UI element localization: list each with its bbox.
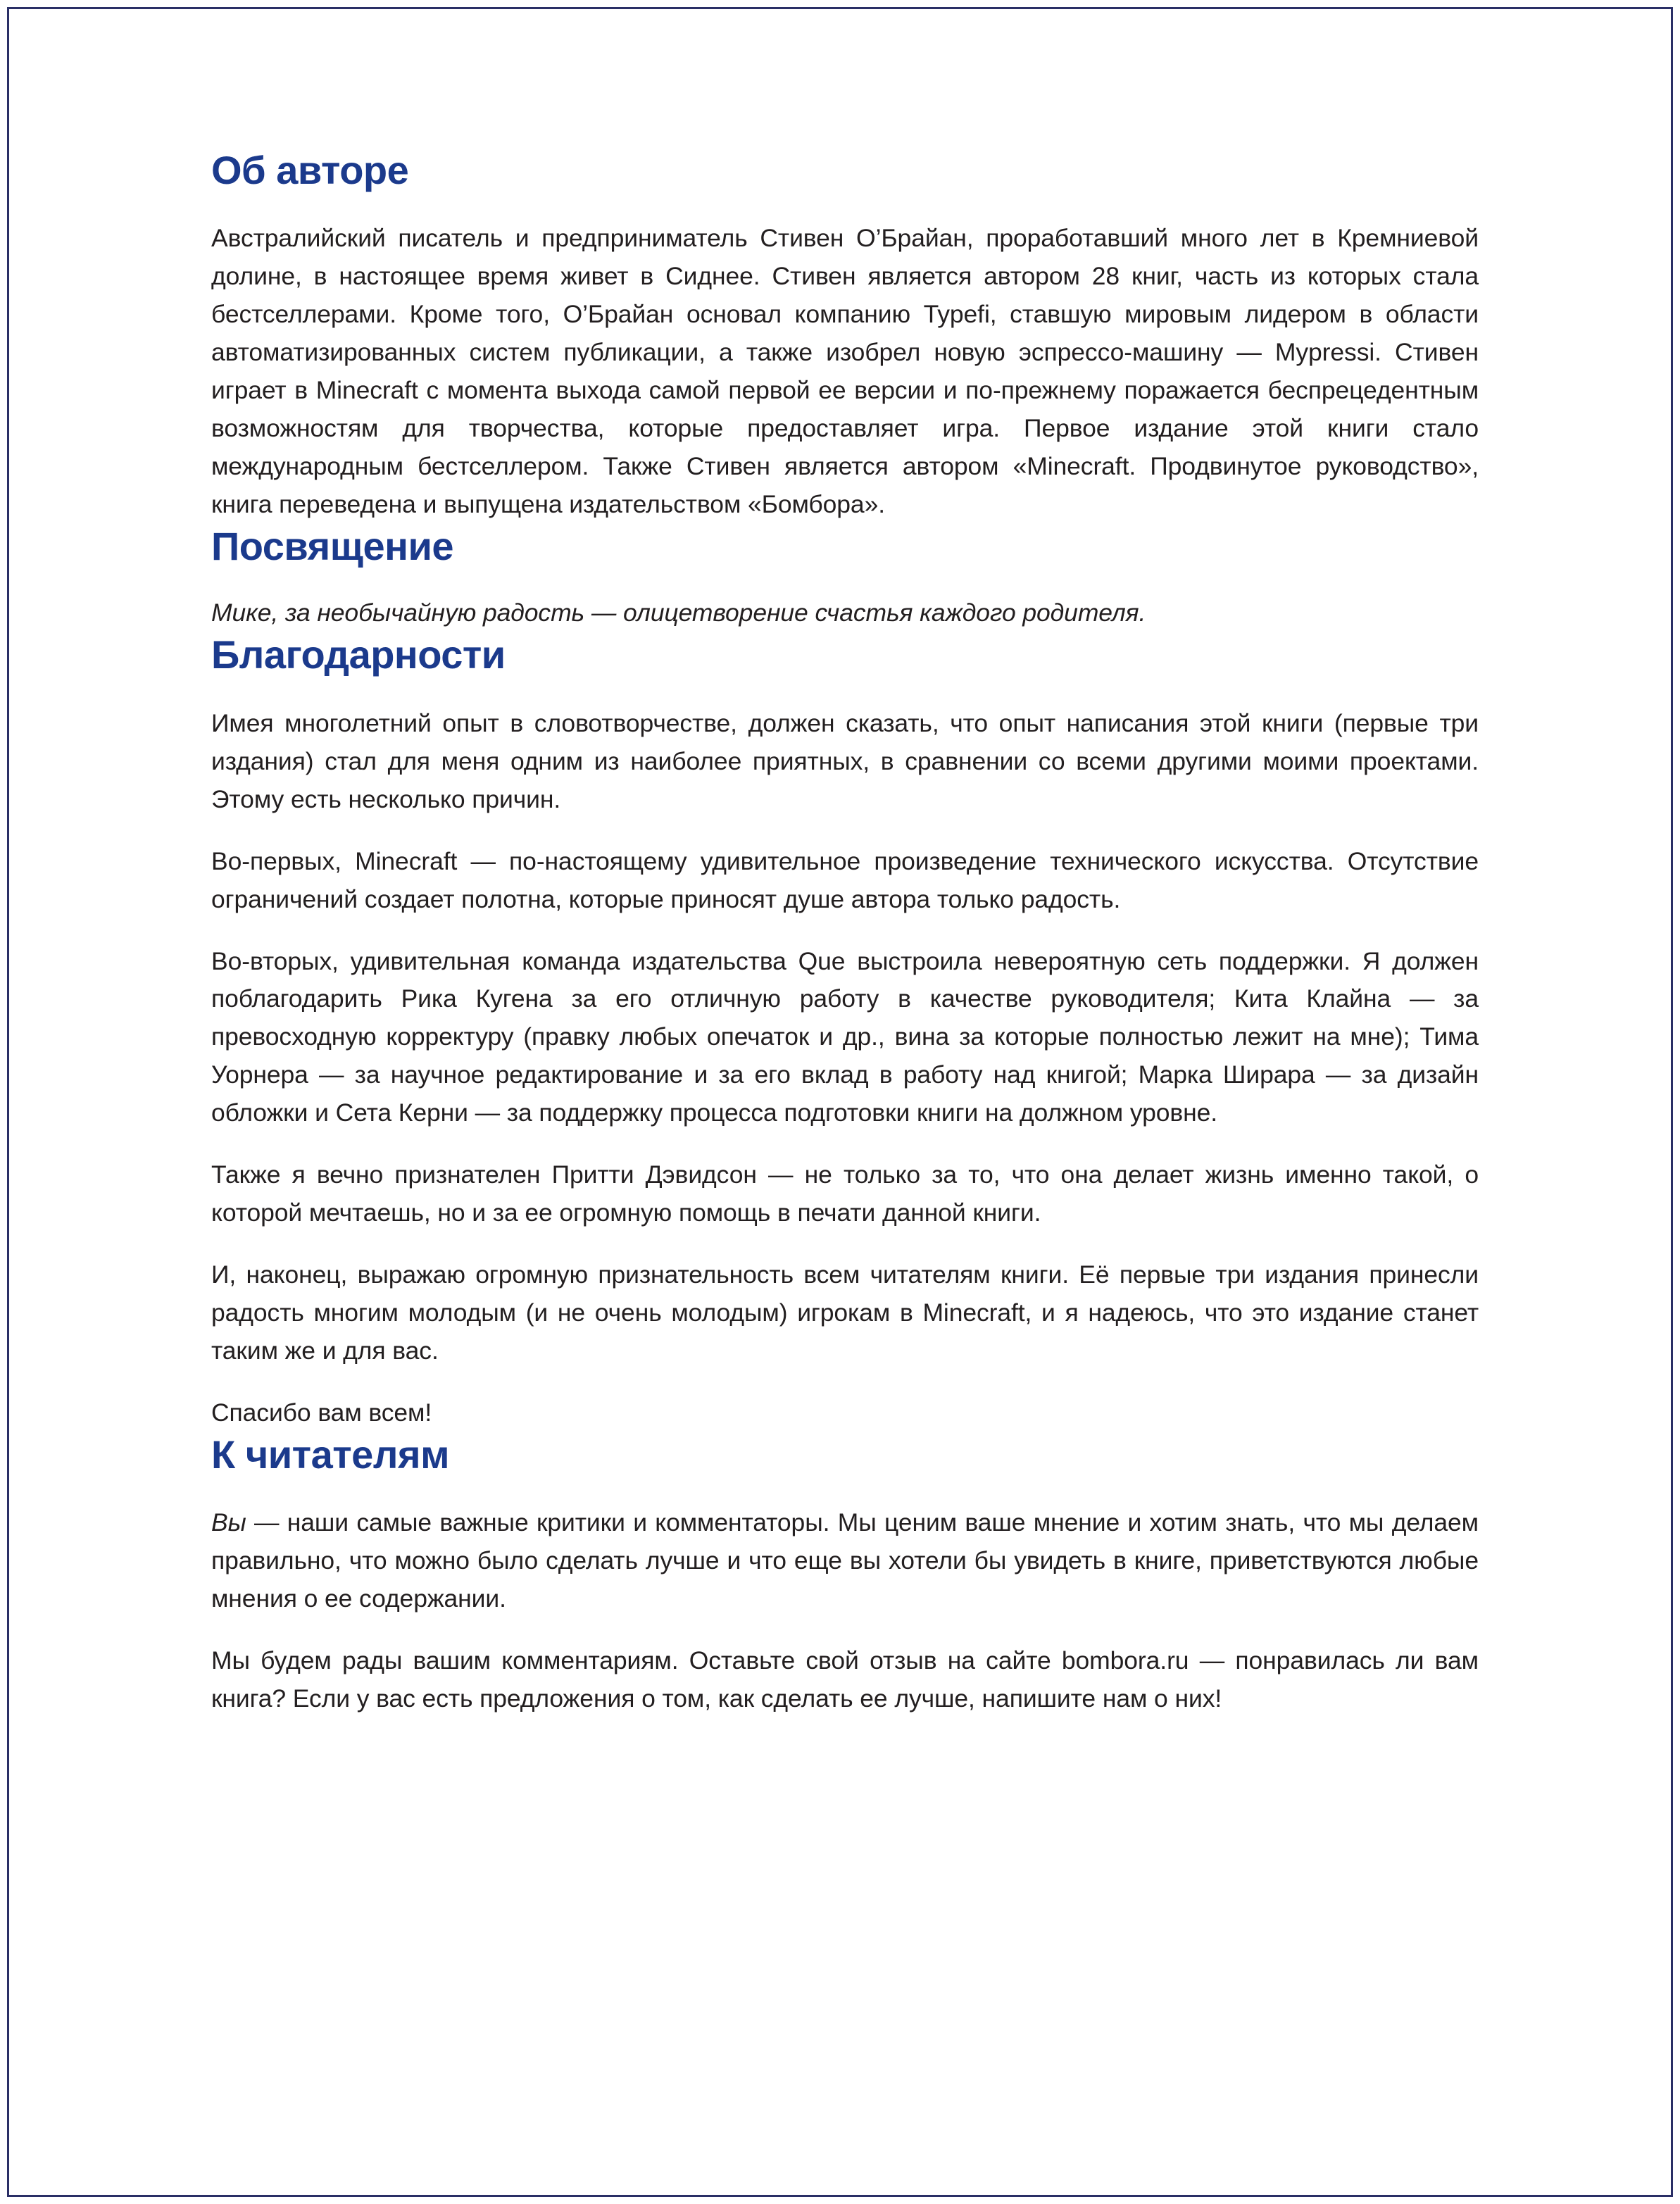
heading-to-readers: К читателям (211, 1432, 449, 1477)
paragraph-acknowledgements-1: Имея многолетний опыт в словотворчестве, должен сказать, что опыт написания этой книги (первые три издания) стал для меня одним из наиболее приятных, в сравнении со всеми другими моими проектами. Этому есть несколько причин. (211, 708, 1479, 813)
paragraph-about-author-1: Австралийский писатель и предприниматель Стивен О’Брайан, проработавший много лет в Кремниевой долине, в настоящее время живет в Сиднее. Стивен является автором 28 книг, часть из которых стала бестселлерами. Кроме того, О’Брайан основал компанию Typefi, ставшую мировым лидером в области автоматизированных систем публикации, а также изобрел новую эспрессо-машину — Mypressi. Стивен играет в Minecraft с момента выхода самой первой ее версии и по-прежнему поражается беспрецедентным возможностям для творчества, которые предоставляет игра. Первое издание этой книги стало международным бестселлером. Также Стивен является автором «Minecraft. Продвинутое руководство», книга переведена и выпущена издательством «Бомбора». (211, 224, 1479, 519)
paragraph-acknowledgements-3: Во-вторых, удивительная команда издательства Que выстроила невероятную сеть поддержки. Я должен поблагодарить Рика Кугена за его отличную работу в качестве руководителя; Кита Клайна — за превосходную корректуру (правку любых опечаток и др., вина за которые полностью лежит на мне); Тима Уорнера — за научное редактирование и за его вклад в работу над книгой; Марка Ширара — за дизайн обложки и Сета Керни — за поддержку процесса подготовки книги на должном уровне. (211, 946, 1479, 1127)
heading-dedication: Посвящение (211, 524, 454, 569)
paragraph-acknowledgements-5: И, наконец, выражаю огромную признательность всем читателям книги. Её первые три издания принесли радость многим молодым (и не очень молодым) игрокам в Minecraft, и я надеюсь, что это издание станет таким же и для вас. (211, 1260, 1479, 1365)
paragraph-to-readers-1: Вы — наши самые важные критики и комментаторы. Мы ценим ваше мнение и хотим знать, что мы делаем правильно, что можно было сделать лучше и что еще вы хотели бы увидеть в книге, приветствуются любые мнения о ее содержании. (211, 1508, 1479, 1613)
heading-about-author: Об авторе (211, 148, 409, 192)
paragraph-acknowledgements-2: Во-первых, Minecraft — по-настоящему удивительное произведение технического искусства. Отсутствие ограничений создает полотна, которые приносят душе автора только радость. (211, 846, 1479, 913)
paragraph-dedication-1: Мике, за необычайную радость — олицетворение счастья каждого родителя. (211, 599, 1146, 627)
paragraph-acknowledgements-6: Спасибо вам всем! (211, 1398, 432, 1427)
emphasis-word: Вы (211, 1508, 246, 1537)
paragraph-acknowledgements-4: Также я вечно признателен Притти Дэвидсон — не только за то, что она делает жизнь именно такой, о которой мечтаешь, но и за ее огромную помощь в печати данной книги. (211, 1160, 1479, 1227)
page-content (211, 148, 1479, 1718)
paragraph-to-readers-2: Мы будем рады вашим комментариям. Оставьте свой отзыв на сайте bombora.ru — понравилась ли вам книга? Если у вас есть предложения о том, как сделать ее лучше, напишите нам о них! (211, 1646, 1479, 1713)
heading-acknowledgements: Благодарности (211, 632, 506, 677)
